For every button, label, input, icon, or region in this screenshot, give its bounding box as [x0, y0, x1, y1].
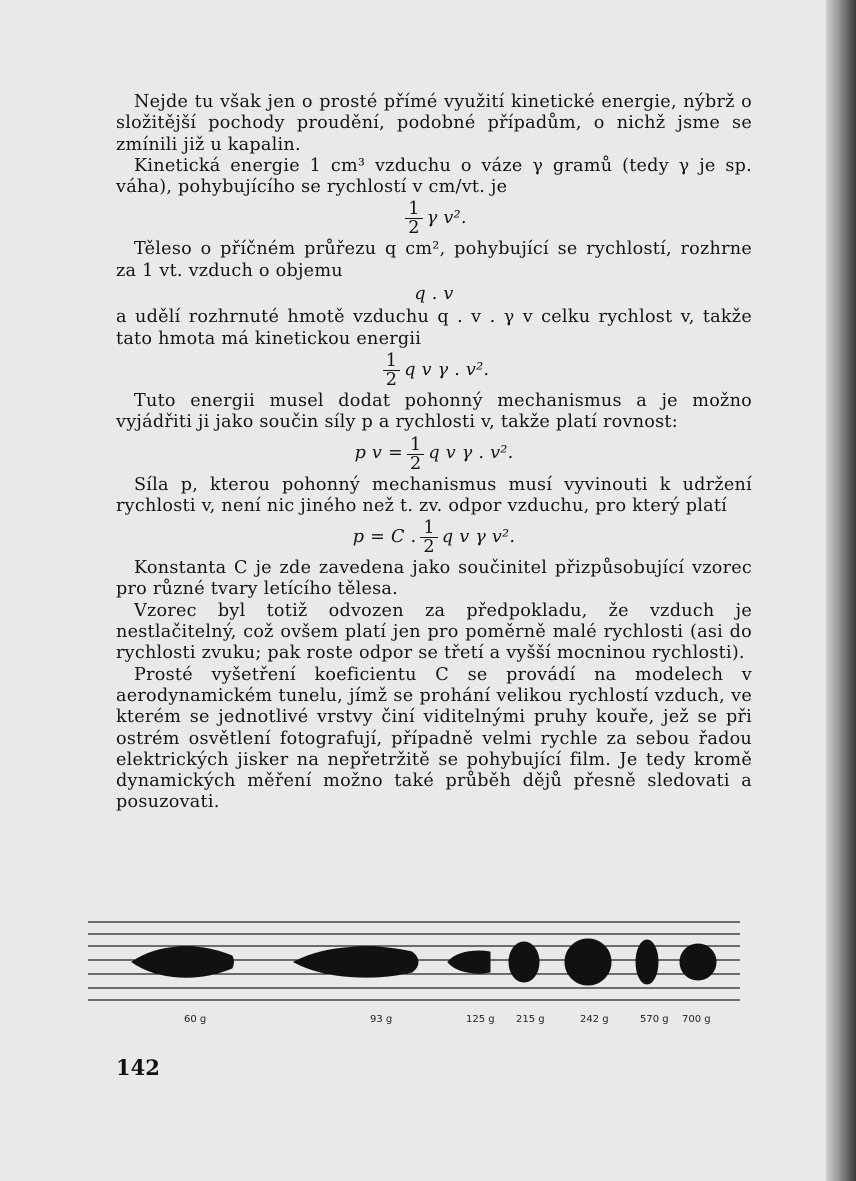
figure-label-60g: 60 g [184, 1014, 207, 1025]
paragraph-1: Nejde tu však jen o prosté přímé využití kinetické energie, nýbrž o složitější pochody proudění, podobné případům, o nichž jsme se zmínili již u kapalin. [116, 92, 752, 155]
paragraph-9: Prosté vyšetření koeficientu C se provádí na modelech v aerodynamickém tunelu, jímž se prohání velikou rychlostí vzduch, ve kterém se jednotlivé vrstvy činí viditelnými pruhy kouře, jež se při ostrém osvětlení fotografují, případně velmi rychle za sebou řadou elektrických jisker na nepřetržitě se pohybující film. Je tedy kromě dynamických měření možno také průběh dějů přesně sledovati a posuzovati. [116, 664, 752, 813]
eq5-rhs: q v γ v². [441, 527, 516, 547]
page-number: 142 [116, 1055, 160, 1080]
figure-label-125g: 125 g [466, 1014, 495, 1025]
eq2-text: q . v [414, 284, 454, 305]
body-570g [636, 940, 658, 984]
eq4-lhs: p v = [354, 443, 403, 464]
paragraph-3: Těleso o příčném průřezu q cm², pohybující se rychlostí, rozhrne za 1 vt. vzduch o objemu [116, 239, 752, 281]
eq5-numerator: 1 [420, 519, 437, 538]
eq3-denominator: 2 [385, 369, 398, 390]
page-edge [826, 0, 856, 1181]
eq3-rhs: q v γ . v². [404, 359, 490, 380]
figure-label-93g: 93 g [370, 1014, 393, 1025]
eq4-denominator: 2 [409, 453, 422, 474]
paragraph-7: Konstanta C je zde zavedena jako součinitel přizpůsobující vzorec pro různé tvary letícího tělesa. [116, 558, 752, 600]
paragraph-4: a udělí rozhrnuté hmotě vzduchu q . v . γ v celku rychlost v, takže tato hmota má kinetickou energii [116, 307, 752, 349]
eq1-rhs: γ v². [426, 208, 467, 229]
equation-volume [116, 284, 752, 305]
body-125g [448, 951, 490, 973]
eq5-lhs: p = C . [352, 527, 417, 547]
eq4-numerator: 1 [407, 436, 424, 455]
figure-label-242g: 242 g [580, 1014, 609, 1025]
body-700g [680, 944, 716, 980]
equation-kinetic-energy [116, 200, 752, 237]
body-text [116, 92, 752, 814]
figure-label-570g: 570 g [640, 1014, 669, 1025]
equation-energy [116, 352, 752, 389]
paragraph-6: Síla p, kterou pohonný mechanismus musí vyvinouti k udržení rychlosti v, není nic jiného než t. zv. odpor vzduchu, pro který platí [116, 474, 752, 516]
eq4-rhs: q v γ . v². [428, 443, 514, 464]
body-215g [509, 942, 539, 982]
eq1-numerator: 1 [405, 200, 422, 219]
eq5-denominator: 2 [423, 537, 435, 558]
eq3-numerator: 1 [383, 352, 400, 371]
paragraph-5: Tuto energii musel dodat pohonný mechanismus a je možno vyjádřiti ji jako součin síly p a rychlosti v, takže platí rovnost: [116, 390, 752, 433]
body-242g [565, 939, 611, 985]
airflow-figure [88, 912, 740, 1030]
eq1-denominator: 2 [408, 218, 420, 239]
body-93g [294, 947, 418, 977]
paragraph-2: Kinetická energie 1 cm³ vzduchu o váze γ gramů (tedy γ je sp. váha), pohybujícího se rychlostí v cm/vt. je [116, 155, 752, 198]
equation-power [116, 436, 752, 473]
body-60g [132, 947, 234, 977]
paragraph-8: Vzorec byl totiž odvozen za předpokladu, že vzduch je nestlačitelný, což ovšem platí jen pro poměrně malé rychlosti (asi do rychlosti zvuku; pak roste odpor se třetí a vyšší mocninou rychlosti). [116, 600, 752, 664]
figure-label-215g: 215 g [516, 1014, 545, 1025]
equation-drag [116, 519, 752, 556]
figure-label-700g: 700 g [682, 1014, 711, 1025]
